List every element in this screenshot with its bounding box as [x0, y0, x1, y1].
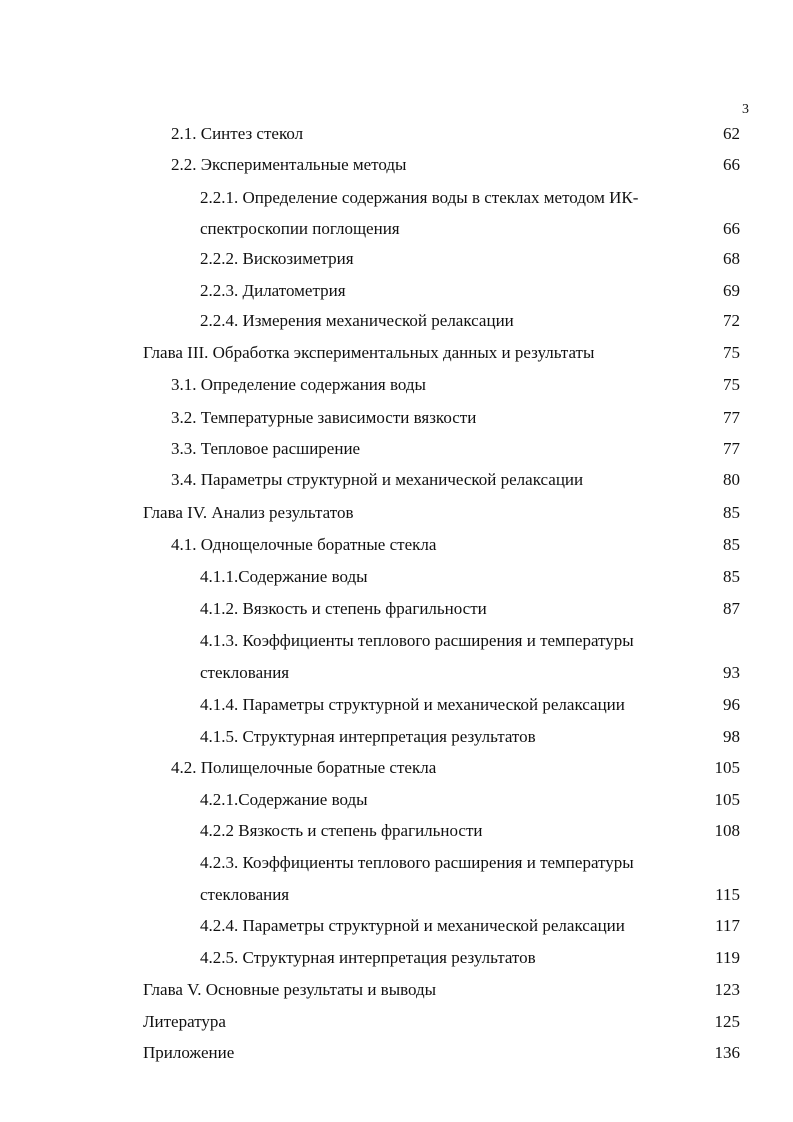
toc-entry-text: 2.1. Синтез стекол: [171, 124, 304, 143]
toc-entry-text: 4.2.5. Структурная интерпретация результатов: [200, 948, 536, 967]
toc-entry: [0, 627, 793, 655]
toc-entry-text: 3.2. Температурные зависимости вязкости: [171, 408, 477, 427]
toc-entry-text: 2.2.2. Вискозиметрия: [200, 249, 354, 268]
toc-entry: [0, 151, 793, 179]
toc-entry-text: Глава V. Основные результаты и выводы: [143, 980, 437, 999]
toc-entry-text: 4.1.2. Вязкость и степень фрагильности: [200, 599, 487, 618]
toc-entry: [0, 723, 793, 751]
toc-entry-page: 123: [714, 980, 740, 999]
toc-entry: [0, 339, 793, 367]
toc-entry-text: 2.2.3. Дилатометрия: [200, 281, 346, 300]
toc-entry: [0, 531, 793, 559]
toc-entry-page: 85: [723, 567, 740, 586]
toc-entry-page: 117: [715, 916, 740, 935]
toc-entry: [0, 563, 793, 591]
toc-entry: [0, 1008, 793, 1036]
toc-entry-page: 75: [723, 375, 740, 394]
toc-entry: [0, 120, 793, 148]
toc-entry: [0, 595, 793, 623]
toc-entry-page: 77: [723, 439, 740, 458]
toc-entry-text: 4.1. Однощелочные боратные стекла: [171, 535, 437, 554]
toc-entry: [0, 435, 793, 463]
toc-entry: [0, 466, 793, 494]
page-number: 3: [742, 102, 749, 117]
toc-entry-text: Глава IV. Анализ результатов: [143, 503, 354, 522]
toc-entry-page: 66: [723, 219, 740, 238]
toc-entry-text: Литература: [143, 1012, 226, 1031]
toc-entry: [0, 277, 793, 305]
toc-entry-page: 85: [723, 535, 740, 554]
toc-entry-page: 136: [714, 1043, 740, 1062]
toc-entry-page: 72: [723, 311, 740, 330]
toc-entry-text: 4.1.1.Содержание воды: [200, 567, 368, 586]
toc-entry: [0, 307, 793, 335]
toc-entry: [0, 849, 793, 877]
toc-entry-page: 98: [723, 727, 740, 746]
toc-entry-text: 4.2.1.Содержание воды: [200, 790, 368, 809]
toc-entry-page: 75: [723, 343, 740, 362]
toc-entry-page: 77: [723, 408, 740, 427]
toc-entry-page: 69: [723, 281, 740, 300]
toc-entry-page: 93: [723, 663, 740, 682]
toc-entry: [0, 215, 793, 243]
toc-entry-page: 108: [714, 821, 740, 840]
toc-entry: [0, 659, 793, 687]
toc-entry-page: 119: [715, 948, 740, 967]
toc-entry-text: стеклования: [200, 885, 290, 904]
toc-entry-text: 2.2.1. Определение содержания воды в стеклах методом ИК-: [200, 188, 639, 207]
toc-entry-text: 4.1.5. Структурная интерпретация результатов: [200, 727, 536, 746]
toc-entry-text: 4.1.3. Коэффициенты теплового расширения и температуры: [200, 631, 634, 650]
toc-entry-text: 3.1. Определение содержания воды: [171, 375, 426, 394]
toc-entry: [0, 976, 793, 1004]
toc-entry: [0, 404, 793, 432]
toc-entry-text: 4.1.4. Параметры структурной и механической релаксации: [200, 695, 625, 714]
toc-entry-page: 105: [714, 790, 740, 809]
toc-entry-page: 87: [723, 599, 740, 618]
toc-entry-text: 4.2. Полищелочные боратные стекла: [171, 758, 437, 777]
toc-entry: [0, 499, 793, 527]
toc-entry-page: 80: [723, 470, 740, 489]
toc-entry-page: 85: [723, 503, 740, 522]
toc-entry: [0, 1039, 793, 1067]
toc-entry: [0, 881, 793, 909]
toc-entry: [0, 691, 793, 719]
toc-entry-page: 96: [723, 695, 740, 714]
toc-entry: [0, 245, 793, 273]
toc-entry-text: 4.2.4. Параметры структурной и механической релаксации: [200, 916, 625, 935]
toc-entry-page: 66: [723, 155, 740, 174]
toc-entry: [0, 371, 793, 399]
toc-entry-page: 62: [723, 124, 740, 143]
toc-entry: [0, 754, 793, 782]
toc-entry: [0, 786, 793, 814]
toc-entry-text: 3.3. Тепловое расширение: [171, 439, 361, 458]
toc-entry: [0, 912, 793, 940]
toc-entry-text: спектроскопии поглощения: [200, 219, 400, 238]
toc-entry: [0, 944, 793, 972]
toc-entry-text: Глава III. Обработка экспериментальных данных и результаты: [143, 343, 595, 362]
toc-entry-page: 105: [714, 758, 740, 777]
toc-entry-text: стеклования: [200, 663, 290, 682]
toc-entry-text: 2.2. Экспериментальные методы: [171, 155, 407, 174]
toc-entry-page: 68: [723, 249, 740, 268]
toc-entry-page: 115: [715, 885, 740, 904]
toc-entry-page: 125: [714, 1012, 740, 1031]
toc-entry-text: 2.2.4. Измерения механической релаксации: [200, 311, 514, 330]
toc-entry: [0, 817, 793, 845]
toc-entry-text: 3.4. Параметры структурной и механической релаксации: [171, 470, 584, 489]
toc-entry-text: 4.2.3. Коэффициенты теплового расширения и температуры: [200, 853, 634, 872]
toc-entry-text: 4.2.2 Вязкость и степень фрагильности: [200, 821, 483, 840]
toc-entry-text: Приложение: [143, 1043, 235, 1062]
toc-entry: [0, 184, 793, 212]
